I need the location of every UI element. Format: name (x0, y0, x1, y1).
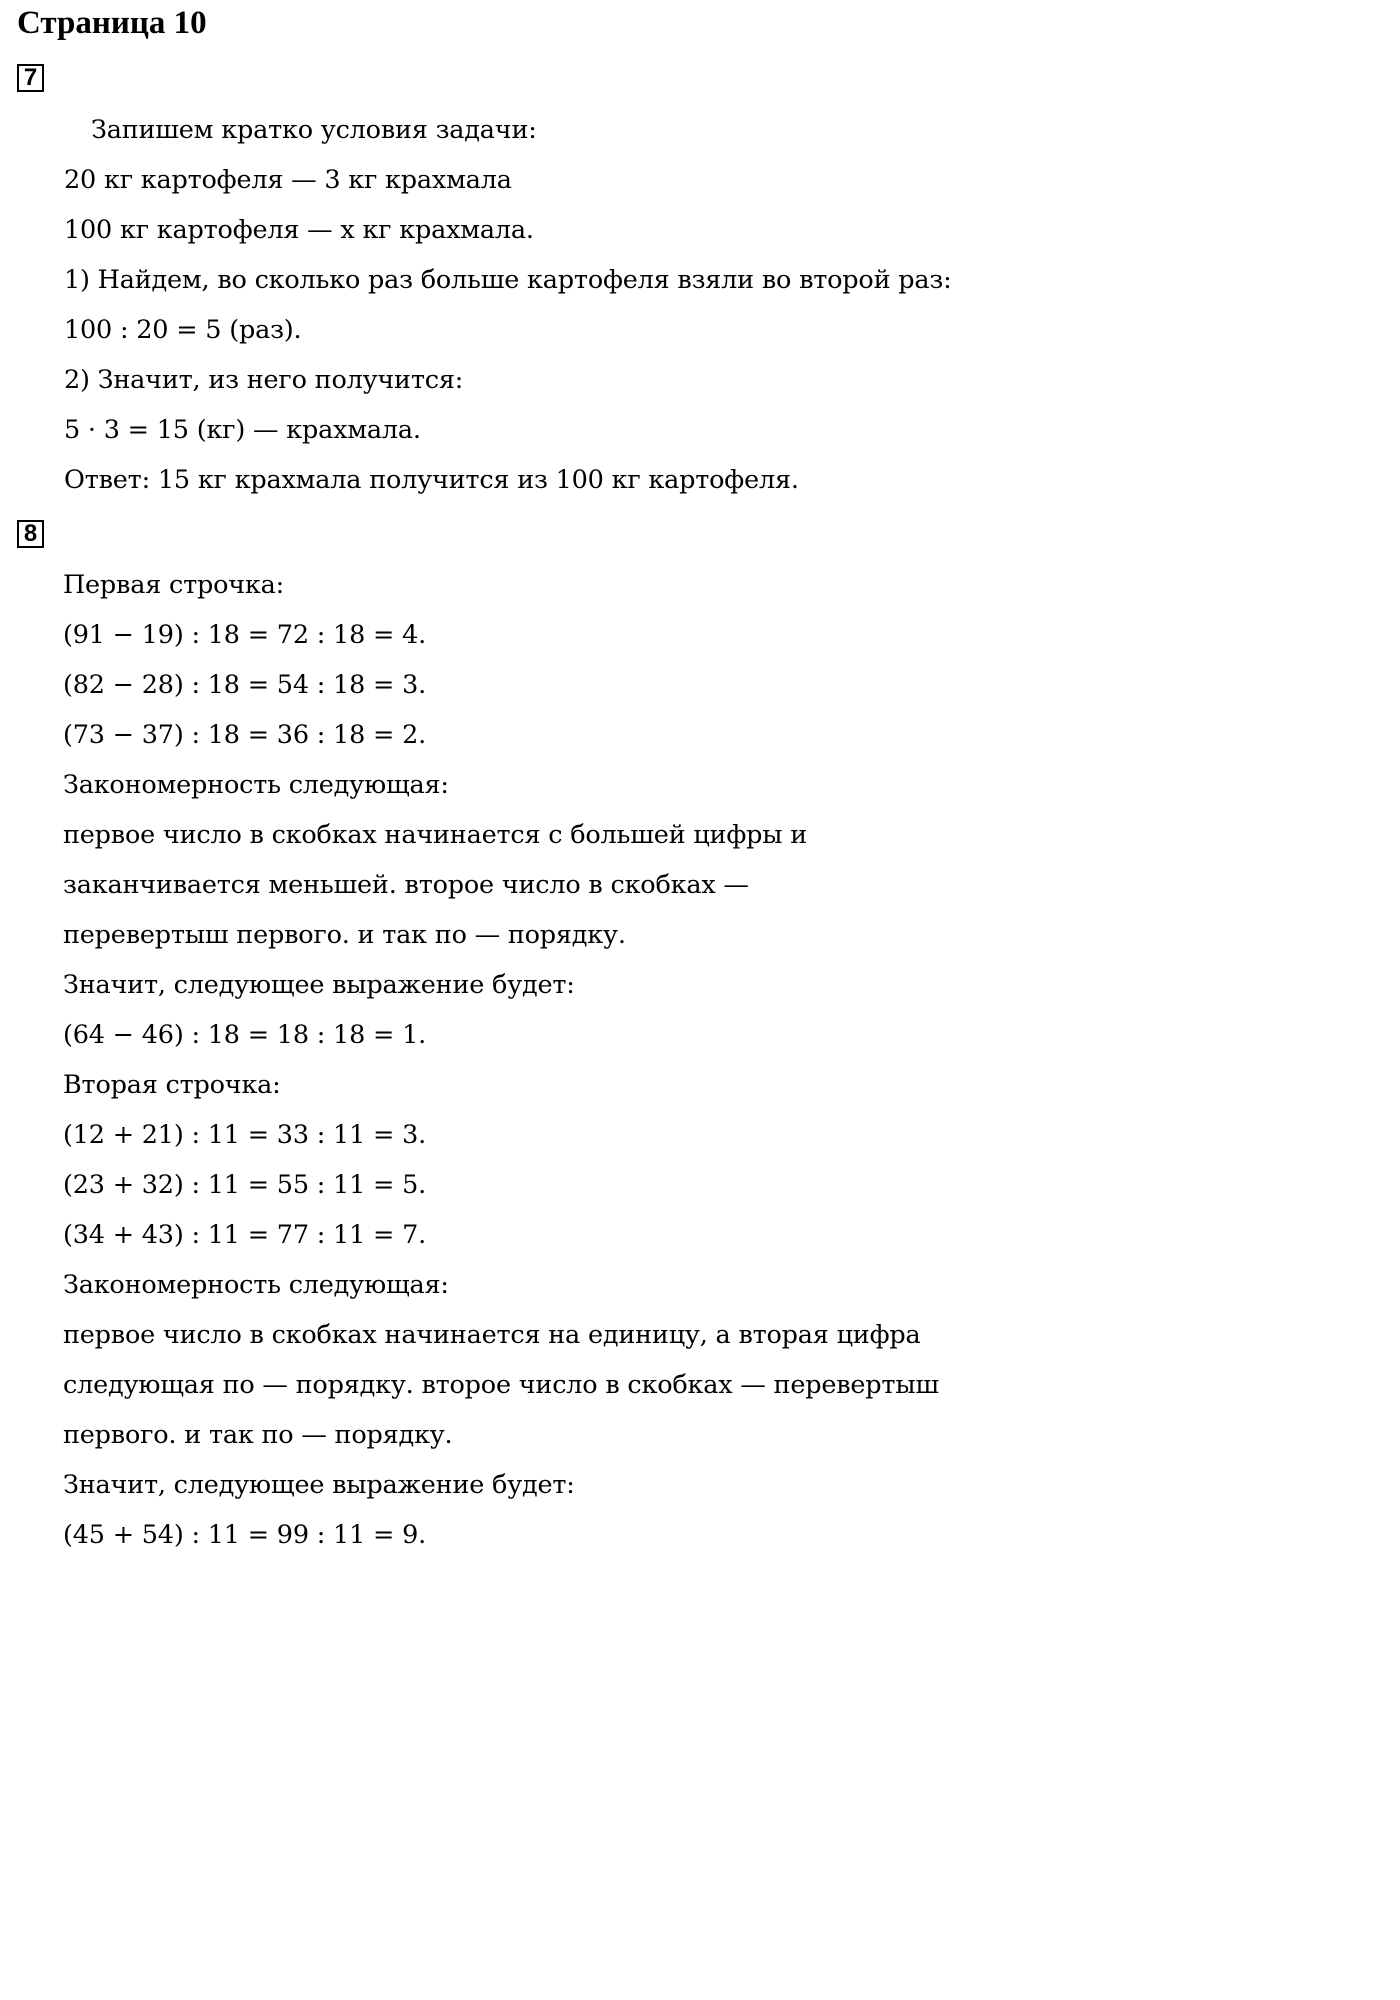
solution-line: (91 − 19) : 18 = 72 : 18 = 4. (63, 620, 427, 650)
solution-line: 100 кг картофеля — x кг крахмала. (64, 215, 534, 245)
solution-line: (12 + 21) : 11 = 33 : 11 = 3. (63, 1120, 427, 1150)
solution-line: Значит, следующее выражение будет: (63, 1470, 575, 1500)
solution-line: 2) Значит, из него получится: (64, 365, 464, 395)
solution-line: (23 + 32) : 11 = 55 : 11 = 5. (63, 1170, 427, 1200)
solution-line: следующая по — порядку. второе число в скобках — перевертыш (63, 1370, 939, 1400)
solution-line: Вторая строчка: (63, 1070, 281, 1100)
task-number-7: 7 (17, 64, 44, 92)
solution-line: (82 − 28) : 18 = 54 : 18 = 3. (63, 670, 427, 700)
solution-line: Первая строчка: (63, 570, 285, 600)
solution-line: первого. и так по — порядку. (63, 1420, 453, 1450)
solution-line: 100 : 20 = 5 (раз). (64, 315, 302, 345)
solution-line: первое число в скобках начинается на единицу, а вторая цифра (63, 1320, 921, 1350)
solution-line: Закономерность следующая: (63, 770, 449, 800)
solution-line: Закономерность следующая: (63, 1270, 449, 1300)
solution-line: (34 + 43) : 11 = 77 : 11 = 7. (63, 1220, 427, 1250)
task-8-solution (63, 560, 939, 1560)
task-7-solution (64, 105, 952, 505)
solution-line: 5 · 3 = 15 (кг) — крахмала. (64, 415, 421, 445)
page-title: Страница 10 (17, 5, 207, 41)
solution-line: перевертыш первого. и так по — порядку. (63, 920, 626, 950)
solution-line: Запишем кратко условия задачи: (91, 115, 537, 145)
solution-line: (73 − 37) : 18 = 36 : 18 = 2. (63, 720, 427, 750)
solution-line: Ответ: 15 кг крахмала получится из 100 кг картофеля. (64, 465, 799, 495)
solution-line: заканчивается меньшей. второе число в скобках — (63, 870, 749, 900)
solution-line: 1) Найдем, во сколько раз больше картофеля взяли во второй раз: (64, 265, 952, 295)
solution-line: (64 − 46) : 18 = 18 : 18 = 1. (63, 1020, 427, 1050)
solution-line: (45 + 54) : 11 = 99 : 11 = 9. (63, 1520, 427, 1550)
solution-line: первое число в скобках начинается с большей цифры и (63, 820, 807, 850)
task-number-8: 8 (17, 520, 44, 548)
solution-line: 20 кг картофеля — 3 кг крахмала (64, 165, 512, 195)
solution-line: Значит, следующее выражение будет: (63, 970, 575, 1000)
